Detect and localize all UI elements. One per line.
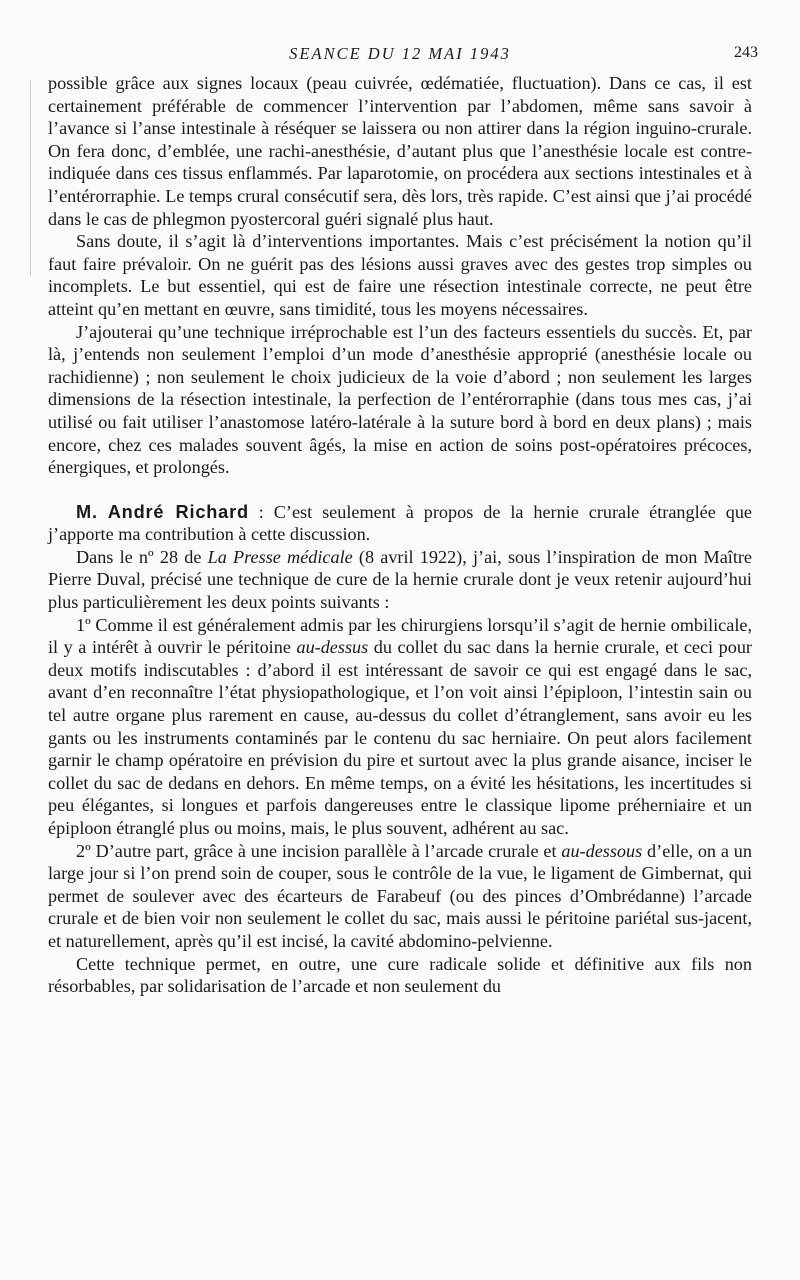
page-header: [0, 44, 800, 66]
text-run: Dans le nº 28 de: [76, 546, 208, 567]
speaker-paragraph: [48, 501, 752, 546]
paragraph: Cette technique permet, en outre, une cure radicale solide et définitive aux fils non résorbables, par solidarisation de l’arcade et non seulement du: [48, 953, 752, 997]
speaker-prefix: M.: [76, 501, 98, 522]
section-gap: [48, 479, 752, 501]
text-run: (8 avril 1922), j’ai, sous l’inspiration de mon Maître Pierre Duval, précisé une technique de cure de la hernie crurale dont je veux retenir aujourd’hui plus particulièrement les deux points suivants :: [48, 546, 753, 613]
text-run: 2º D’autre part, grâce à une incision parallèle à l’arcade crurale et: [76, 840, 562, 861]
running-title: SEANCE DU 12 MAI 1943: [289, 44, 511, 63]
emphasis: au-dessus: [296, 637, 369, 658]
paragraph: [48, 840, 752, 953]
speaker-text: : C’est seulement à propos de la hernie crurale étranglée que j’apporte ma contribution à cette discussion.: [48, 501, 753, 545]
page-number: 243: [734, 44, 758, 61]
paragraph: [48, 546, 752, 614]
paragraph-continuation: possible grâce aux signes locaux (peau cuivrée, œdématiée, fluctuation). Dans ce cas, il est certainement préférable de commencer l’intervention par l’abdomen, même sans savoir à l’avance si l’anse intestinale à réséquer se laissera ou non attirer dans la région inguino-crurale. On fera donc, d’emblée, une rachi-anesthésie, d’autant plus que l’anesthésie locale est contre-indiquée dans ces tissus enflammés. Par laparotomie, on procédera aux sections intestinales et à l’entérorraphie. Le temps crural consécutif sera, dès lors, très rapide. C’est ainsi que j’ai procédé dans le cas de phlegmon pyostercoral guéri signalé plus haut.: [48, 73, 752, 229]
text-run: du collet du sac dans la hernie crurale, et ceci pour deux motifs indiscutables : d’abord il est intéressant de savoir ce qui est engagé dans le sac, avant d’en reconnaître l’état physiopathologique, et l’on voit ainsi l’épiploon, l’intestin sain ou tel autre organe plus rarement en cause, au-dessus du collet d’étranglement, sans avoir eu les gants ou les instruments contaminés par le contenu du sac herniaire. On peut alors facilement garnir le champ opératoire en prévision du pire et surtout avec la plus grande aisance, inciser le collet du sac de dedans en dehors. En même temps, on a évité les hésitations, les incertitudes si peu élégantes, si longues et parfois dangereuses entre le classique lipome préherniaire et un épiploon étranglé plus ou moins, mais, le plus souvent, adhérent au sac.: [48, 637, 752, 838]
text-run: d’elle, on a un large jour si l’on prend soin de couper, sous le contrôle de la vue, le ligament de Gimbernat, qui permet de soulever avec des écarteurs de Farabeuf (ou des pinces d’Ombrédanne) l’arcade crurale et de bien voir non seulement le collet du sac, mais aussi le péritoine pariétal sus-jacent, et naturellement, après qu’il est incisé, la cavité abdomino-pelvienne.: [48, 840, 752, 951]
text-run: 1º Comme il est généralement admis par les chirurgiens lorsqu’il s’agit de hernie ombilicale, il y a intérêt à ouvrir le péritoine: [48, 614, 752, 658]
margin-line: [30, 80, 37, 275]
paragraph: Sans doute, il s’agit là d’interventions importantes. Mais c’est précisément la notion qu’il faut faire prévaloir. On ne guérit pas des lésions aussi graves avec des gestes trop simples ou incomplets. Le but essentiel, qui est de faire une résection intestinale correcte, ne peut être atteint qu’en mettant en œuvre, sans timidité, tous les moyens nécessaires.: [48, 231, 752, 319]
paragraph: J’ajouterai qu’une technique irréprochable est l’un des facteurs essentiels du succès. Et, par là, j’entends non seulement l’emploi d’un mode d’anesthésie approprié (anesthésie locale ou rachidienne) ; non seulement le choix judicieux de la voie d’abord ; non seulement les larges dimensions de la résection intestinale, la perfection de l’entérorraphie (dans tous mes cas, j’ai utilisé ou fait utiliser l’anastomose latéro-latérale à la suture bord à bord en deux plans) ; mais encore, chez ces malades souvent âgés, la mise en action de soins post-opératoires précoces, énergiques, et prolongés.: [48, 321, 752, 478]
body-text: [48, 72, 752, 998]
emphasis: au-dessous: [561, 840, 643, 861]
speaker-name: André Richard: [107, 501, 249, 522]
journal-title: La Presse médicale: [207, 546, 353, 567]
paragraph: [48, 614, 752, 840]
